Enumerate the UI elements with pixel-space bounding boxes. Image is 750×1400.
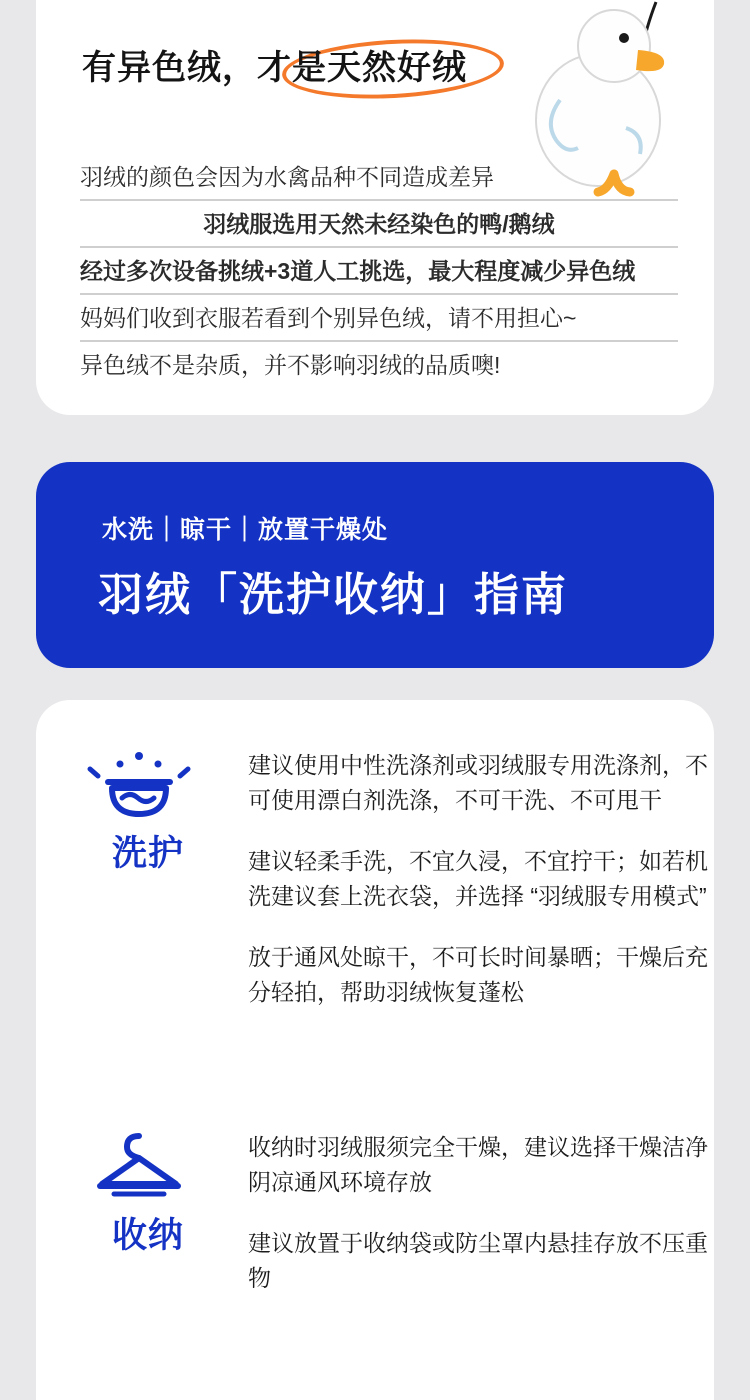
feather-line-5: 异色绒不是杂质，并不影响羽绒的品质噢!	[80, 352, 501, 378]
hanger-icon	[84, 1130, 194, 1206]
banner-subtitle: 水洗｜晾干｜放置干燥处	[102, 516, 389, 544]
washing-icon	[84, 748, 194, 824]
storage-paragraph-2: 建议放置于收纳袋或防尘罩内悬挂存放不压重物	[248, 1230, 708, 1291]
feather-lines	[80, 160, 678, 393]
storage-icon-column	[84, 1130, 212, 1258]
wash-section-label: 洗护	[111, 834, 184, 873]
wash-paragraph-1: 建议使用中性洗涤剂或羽绒服专用洗涤剂，不可使用漂白剂洗涤，不可干洗、不可甩干	[248, 752, 708, 813]
feather-info-card	[36, 0, 714, 415]
storage-text-column	[248, 1130, 708, 1296]
banner-title: 羽绒「洗护收纳」指南	[98, 569, 569, 620]
wash-paragraph-3: 放于通风处晾干，不可长时间暴晒；干燥后充分轻拍，帮助羽绒恢复蓬松	[248, 944, 708, 1005]
feather-line-3: 经过多次设备挑绒+3道人工挑选，最大程度减少异色绒	[80, 254, 678, 295]
storage-section-label: 收纳	[111, 1216, 184, 1255]
wash-paragraph-2: 建议轻柔手洗，不宜久浸，不宜拧干；如若机洗建议套上洗衣袋，并选择 “羽绒服专用模式”	[248, 848, 708, 909]
feather-line-2: 羽绒服选用天然未经染色的鸭/鹅绒	[80, 207, 678, 248]
care-instructions-card	[36, 700, 714, 1400]
feather-line-4: 妈妈们收到衣服若看到个别异色绒，请不用担心~	[80, 301, 678, 342]
wash-text-column	[248, 748, 708, 1010]
care-guide-banner	[36, 462, 714, 668]
wash-icon-column	[84, 748, 212, 876]
feather-card-title: 有异色绒，才是天然好绒	[82, 49, 467, 87]
feather-line-1: 羽绒的颜色会因为水禽品种不同造成差异	[80, 160, 678, 201]
storage-paragraph-1: 收纳时羽绒服须完全干燥，建议选择干燥洁净阴凉通风环境存放	[248, 1134, 708, 1195]
feather-title-wrap	[82, 44, 542, 102]
